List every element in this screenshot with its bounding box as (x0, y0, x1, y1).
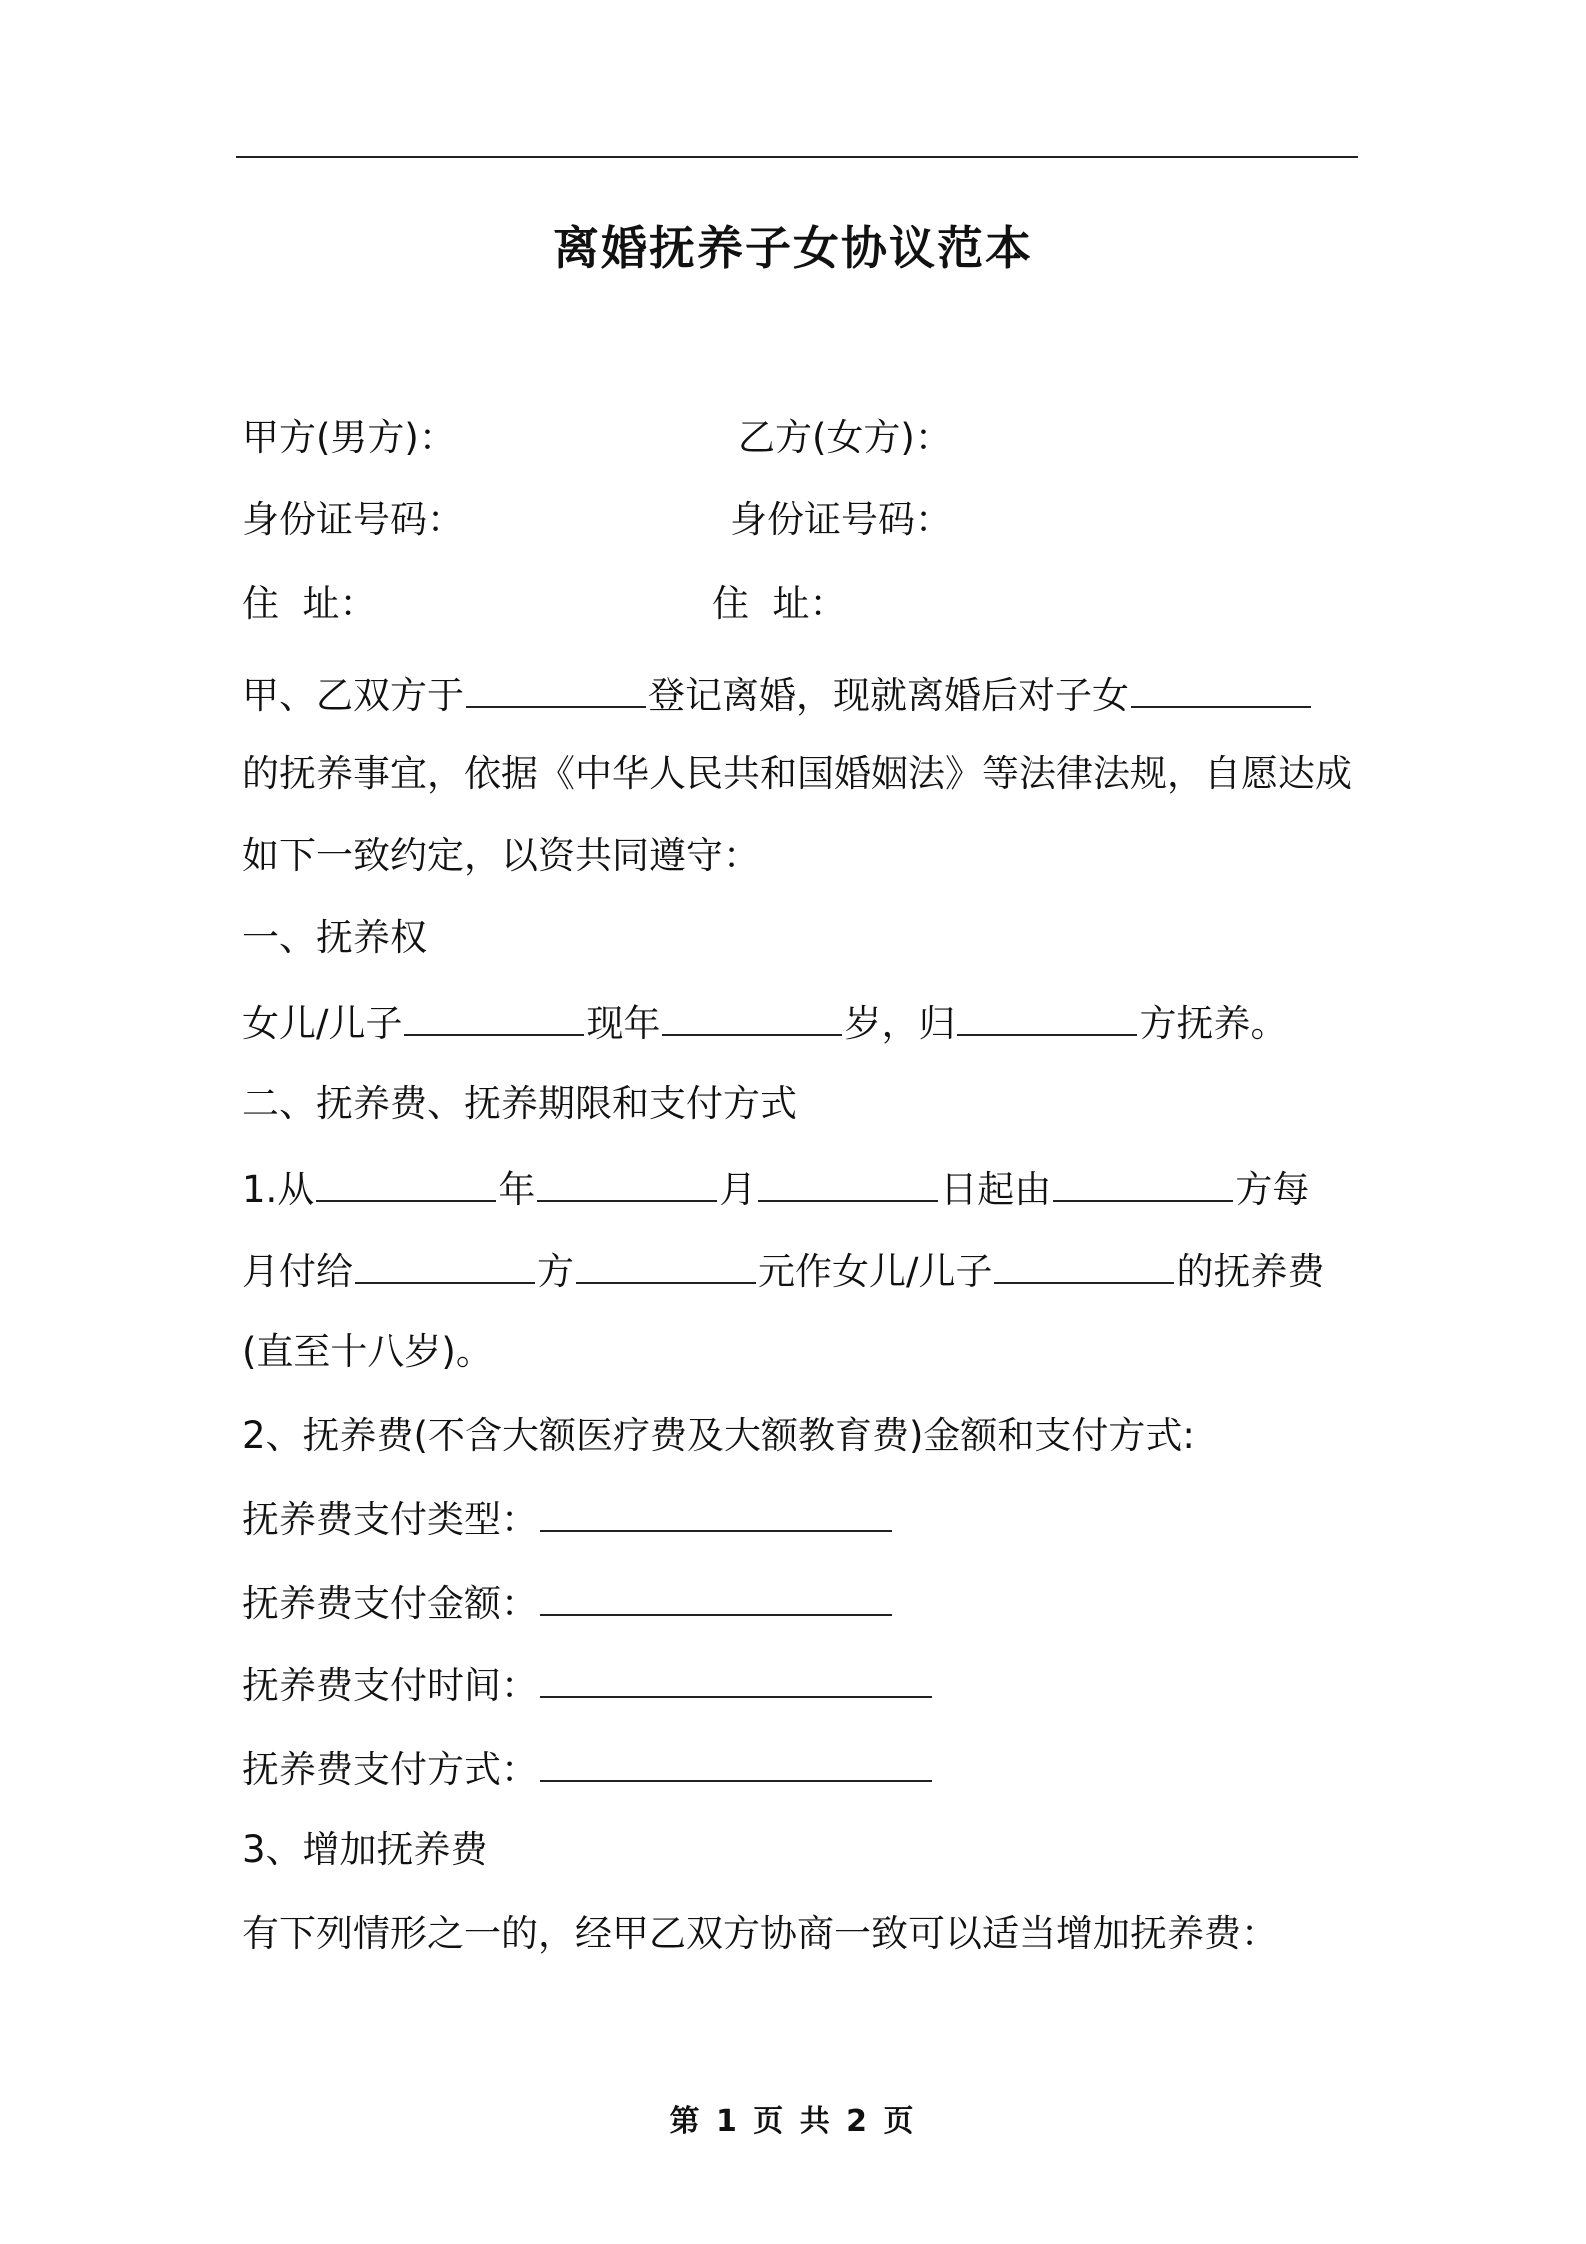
divorce-date-blank (466, 670, 646, 708)
payment-time-label: 抚养费支付时间： (242, 1664, 538, 1707)
party-b-label: 乙方(女方)： (738, 416, 952, 459)
custody-text-3: 岁，归 (844, 1002, 956, 1045)
section-1-heading: 一、抚养权 (242, 916, 427, 959)
payment-text-7: 方 (537, 1250, 574, 1293)
intro-text-1a: 甲、乙双方于 (242, 674, 464, 717)
payment-amount-label: 抚养费支付金额： (242, 1582, 538, 1625)
document-title: 离婚抚养子女协议范本 (553, 221, 1033, 275)
address-a-label: 住 址： (242, 582, 377, 625)
payment-text-9: 的抚养费 (1176, 1250, 1325, 1293)
child-blank (404, 998, 584, 1036)
item-3-text: 有下列情形之一的，经甲乙双方协商一致可以适当增加抚养费： (242, 1912, 1278, 1955)
intro-text-1b: 登记离婚，现就离婚后对子女 (648, 674, 1129, 717)
year-blank (316, 1164, 496, 1202)
child-name-blank-2 (994, 1246, 1174, 1284)
payment-method-label: 抚养费支付方式： (242, 1748, 538, 1791)
payment-method-blank (540, 1744, 932, 1782)
age-blank (662, 998, 842, 1036)
payment-type-label: 抚养费支付类型： (242, 1498, 538, 1541)
amount-blank (576, 1246, 756, 1284)
payment-text-4: 日起由 (940, 1168, 1052, 1211)
payee-blank (355, 1246, 535, 1284)
payment-text-3: 月 (719, 1168, 757, 1211)
payment-text-5: 方每 (1235, 1168, 1310, 1211)
child-name-blank (1131, 670, 1311, 708)
payment-amount-row (242, 1578, 894, 1628)
id-b-label: 身份证号码： (730, 498, 952, 541)
payment-type-blank (540, 1494, 892, 1532)
header-rule (236, 156, 1358, 158)
id-a-label: 身份证号码： (242, 498, 464, 541)
custody-text-2: 现年 (586, 1002, 661, 1045)
address-b-label: 住 址： (712, 582, 847, 625)
intro-line-2: 的抚养事宜，依据《中华人民共和国婚姻法》等法律法规，自愿达成 (242, 752, 1352, 795)
intro-line-1 (242, 670, 1313, 720)
day-blank (758, 1164, 938, 1202)
section-2-heading: 二、抚养费、抚养期限和支付方式 (242, 1082, 797, 1125)
custodian-blank (957, 998, 1137, 1036)
payment-line-3: (直至十八岁)。 (242, 1330, 493, 1373)
custody-text-1: 女儿/儿子 (242, 1002, 403, 1045)
item-2-heading: 2、抚养费(不含大额医疗费及大额教育费)金额和支付方式: (242, 1414, 1195, 1457)
month-blank (537, 1164, 717, 1202)
payer-blank (1053, 1164, 1233, 1202)
custody-text-4: 方抚养。 (1139, 1002, 1288, 1045)
payment-amount-blank (540, 1578, 892, 1616)
page-footer: 第 1 页 共 2 页 (669, 2104, 917, 2139)
payment-text-6: 月付给 (242, 1250, 353, 1293)
payment-text-8: 元作女儿/儿子 (758, 1250, 993, 1293)
payment-line-1 (242, 1164, 1309, 1214)
custody-line (242, 998, 1287, 1048)
payment-type-row (242, 1494, 894, 1544)
payment-method-row (242, 1744, 934, 1794)
item-3-heading: 3、增加抚养费 (242, 1828, 488, 1871)
payment-line-2 (242, 1246, 1324, 1296)
payment-time-row (242, 1660, 934, 1710)
party-a-label: 甲方(男方)： (242, 416, 456, 459)
payment-text-2: 年 (498, 1168, 536, 1211)
intro-line-3: 如下一致约定，以资共同遵守： (242, 834, 760, 877)
payment-text-1: 1.从 (242, 1168, 315, 1211)
payment-time-blank (540, 1660, 932, 1698)
